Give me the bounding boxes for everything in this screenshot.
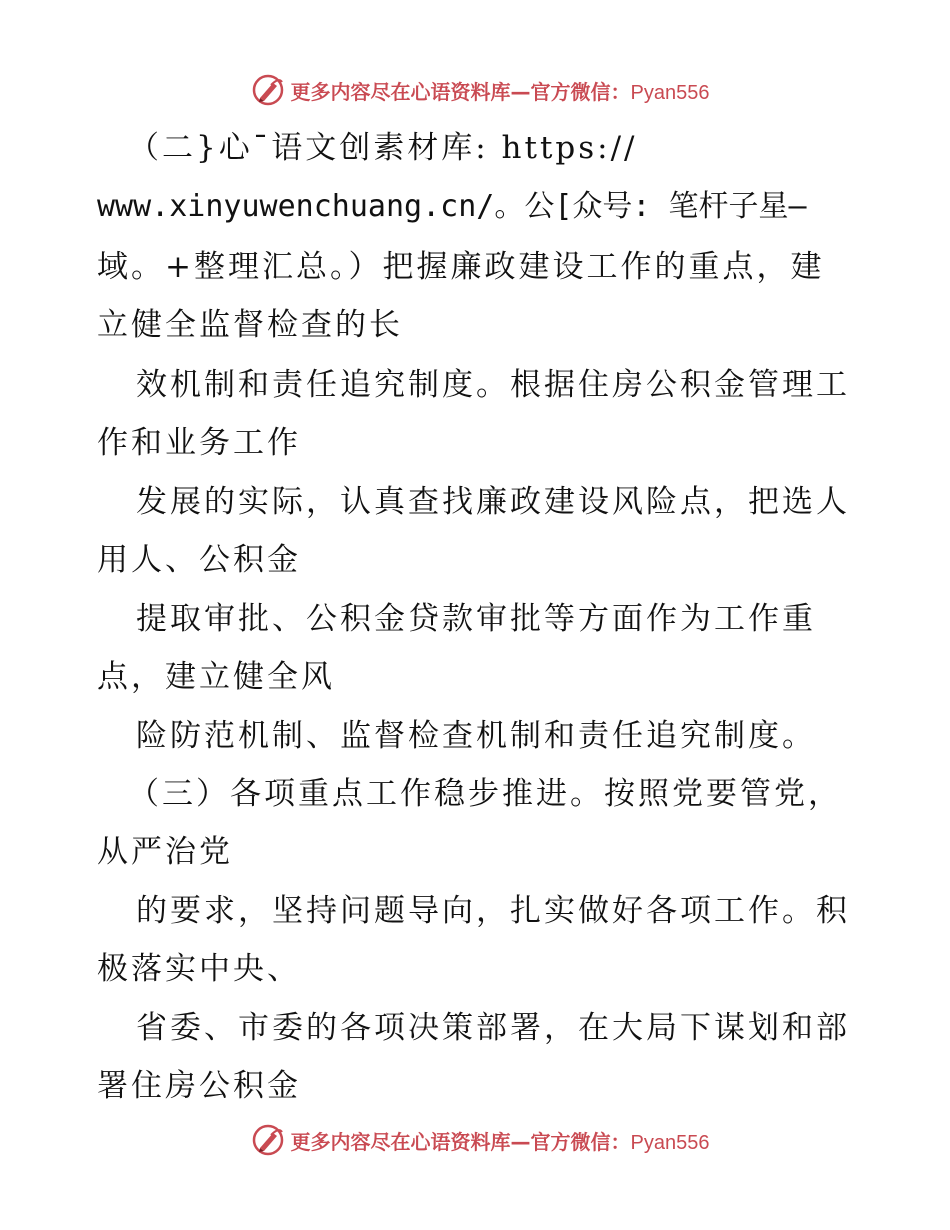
text-line: 发展的实际，认真查找廉政建设风险点，把选人 (136, 484, 850, 520)
header-banner (0, 70, 950, 110)
text-line: 的要求，坚持问题导向，扎实做好各项工作。积 (136, 893, 850, 929)
header-banner-content (251, 73, 710, 107)
text-line: （二}心¯语文创素材库: https:// (128, 130, 638, 166)
banner-text (291, 1126, 710, 1155)
pen-logo-icon (251, 73, 285, 107)
text-line: 作和业务工作 (97, 425, 301, 461)
banner-wechat-id: Pyan556 (630, 1131, 710, 1154)
text-line: 险防范机制、监督检查机制和责任追究制度。 (136, 718, 816, 754)
text-line: 立健全监督检查的长 (97, 307, 403, 343)
banner-text (291, 76, 710, 105)
text-line: 用人、公积金 (97, 542, 301, 578)
banner-dash: — (510, 79, 531, 104)
text-line: 域。+整理汇总。）把握廉政建设工作的重点，建 (97, 249, 825, 285)
text-line: （三）各项重点工作稳步推进。按照党要管党， (128, 776, 842, 812)
banner-wechat-label: 官方微信： (530, 1129, 631, 1154)
banner-wechat-label: 官方微信： (530, 79, 631, 104)
text-line: 省委、市委的各项决策部署，在大局下谋划和部 (136, 1010, 850, 1046)
text-line: 提取审批、公积金贷款审批等方面作为工作重 (136, 601, 816, 637)
text-line: 效机制和责任追究制度。根据住房公积金管理工 (136, 367, 850, 403)
text-line: 点，建立健全风 (97, 659, 335, 695)
footer-banner-content (251, 1123, 710, 1157)
text-line (97, 187, 807, 227)
footer-banner (0, 1120, 950, 1160)
banner-wechat-id: Pyan556 (630, 81, 710, 104)
banner-dash: — (510, 1129, 531, 1154)
text-line-content: www.xinyuwenchuang.cn/。公[众号: 笔杆子星— (97, 189, 807, 224)
banner-slogan: 更多内容尽在心语资料库 (290, 79, 511, 104)
pen-logo-icon (251, 1123, 285, 1157)
text-line: 从严治党 (97, 834, 233, 870)
text-line: 署住房公积金 (97, 1068, 301, 1104)
text-line: 极落实中央、 (97, 951, 301, 987)
banner-slogan: 更多内容尽在心语资料库 (290, 1129, 511, 1154)
